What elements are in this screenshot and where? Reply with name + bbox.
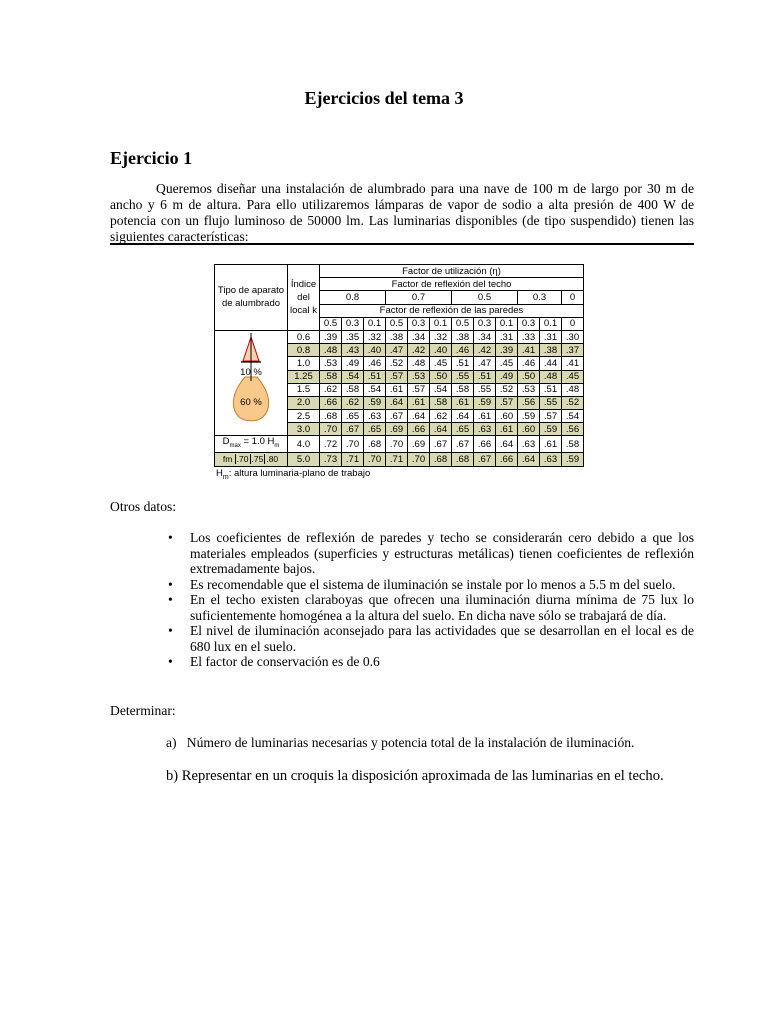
utilization-value-cell: .42 [474, 344, 496, 357]
utilization-value-cell: .45 [430, 357, 452, 370]
utilization-value-cell: .64 [518, 453, 540, 466]
paredes-value: 0.1 [364, 317, 386, 330]
utilization-value-cell: .46 [518, 357, 540, 370]
techo-value: 0.7 [386, 291, 452, 304]
utilization-value-cell: .30 [562, 330, 584, 343]
utilization-value-cell: .38 [386, 330, 408, 343]
list-item: • El nivel de iluminación aconsejado para las actividades que se desarrollan en el local es de 680 lux en el suelo. [168, 623, 694, 654]
utilization-value-cell: .57 [496, 396, 518, 409]
table-caption: $H_m$: altura luminaria-plano de trabajo [216, 468, 371, 481]
index-k-cell: 1.0 [288, 357, 320, 370]
utilization-value-cell: .47 [386, 344, 408, 357]
utilization-value-cell: .72 [320, 436, 342, 453]
utilization-value-cell: .39 [320, 330, 342, 343]
utilization-value-cell: .52 [562, 396, 584, 409]
utilization-value-cell: .70 [342, 436, 364, 453]
paredes-value: 0.3 [342, 317, 364, 330]
utilization-value-cell: .58 [452, 383, 474, 396]
table-row [215, 436, 584, 453]
header-factor-paredes: Factor de reflexión de las paredes [320, 304, 584, 317]
utilization-value-cell: .38 [452, 330, 474, 343]
utilization-value-cell: .70 [364, 453, 386, 466]
utilization-value-cell: .69 [386, 423, 408, 436]
utilization-value-cell: .50 [518, 370, 540, 383]
utilization-value-cell: .54 [430, 383, 452, 396]
utilization-value-cell: .61 [408, 396, 430, 409]
utilization-value-cell: .58 [562, 436, 584, 453]
utilization-value-cell: .51 [474, 370, 496, 383]
utilization-value-cell: .65 [452, 423, 474, 436]
techo-value: 0 [562, 291, 584, 304]
bullet-mark: • [168, 654, 173, 669]
utilization-value-cell: .59 [540, 423, 562, 436]
utilization-value-cell: .48 [320, 344, 342, 357]
utilization-value-cell: .69 [408, 436, 430, 453]
paredes-value: 0.1 [430, 317, 452, 330]
utilization-value-cell: .60 [496, 410, 518, 423]
utilization-value-cell: .68 [320, 410, 342, 423]
index-k-cell: 2.0 [288, 396, 320, 409]
index-k-cell: 0.8 [288, 344, 320, 357]
index-k-cell: 4.0 [288, 436, 320, 453]
utilization-value-cell: .51 [540, 383, 562, 396]
utilization-value-cell: .58 [430, 396, 452, 409]
utilization-value-cell: .63 [540, 453, 562, 466]
utilization-value-cell: .52 [496, 383, 518, 396]
utilization-value-cell: .32 [364, 330, 386, 343]
utilization-value-cell: .57 [408, 383, 430, 396]
utilization-value-cell: .35 [342, 330, 364, 343]
utilization-value-cell: .70 [408, 453, 430, 466]
utilization-value-cell: .66 [496, 453, 518, 466]
utilization-value-cell: .61 [452, 396, 474, 409]
exercise-title: Ejercicio 1 [110, 148, 193, 168]
utilization-value-cell: .48 [540, 370, 562, 383]
utilization-value-cell: .53 [518, 383, 540, 396]
paredes-value: 0.5 [452, 317, 474, 330]
utilization-value-cell: .67 [474, 453, 496, 466]
utilization-value-cell: .61 [386, 383, 408, 396]
utilization-value-cell: .41 [518, 344, 540, 357]
header-tipo: Tipo de aparato de alumbrado [215, 265, 288, 331]
index-k-cell: 1.5 [288, 383, 320, 396]
bullet-mark: • [168, 530, 173, 545]
techo-value: 0.8 [320, 291, 386, 304]
utilization-value-cell: .61 [540, 436, 562, 453]
utilization-value-cell: .43 [342, 344, 364, 357]
dmax-cell: $D_{max} = 1.0$ $H_m$ [215, 436, 288, 453]
utilization-value-cell: .64 [496, 436, 518, 453]
utilization-value-cell: .55 [474, 383, 496, 396]
utilization-value-cell: .55 [452, 370, 474, 383]
utilization-value-cell: .58 [342, 383, 364, 396]
utilization-value-cell: .49 [342, 357, 364, 370]
data-bullet-list [168, 530, 694, 670]
utilization-table [214, 264, 584, 467]
utilization-value-cell: .39 [496, 344, 518, 357]
utilization-value-cell: .48 [408, 357, 430, 370]
paredes-value: 0.5 [320, 317, 342, 330]
paredes-value: 0.3 [474, 317, 496, 330]
utilization-value-cell: .45 [496, 357, 518, 370]
intro-paragraph: Queremos diseñar una instalación de alumbrado para una nave de 100 m de largo por 30 m de ancho y 6 m de altura. Para ello utilizaremos lámparas de vapor de sodio a alta presión de 400 W de potencia con un flujo luminoso de 50000 lm. Las luminarias disponibles (de tipo suspendido) tienen las siguientes características: [110, 181, 694, 244]
index-k-cell: 3.0 [288, 423, 320, 436]
utilization-value-cell: .55 [540, 396, 562, 409]
utilization-value-cell: .47 [474, 357, 496, 370]
utilization-value-cell: .63 [474, 423, 496, 436]
utilization-value-cell: .68 [364, 436, 386, 453]
utilization-value-cell: .52 [386, 357, 408, 370]
utilization-value-cell: .31 [496, 330, 518, 343]
utilization-value-cell: .51 [452, 357, 474, 370]
paredes-value: 0 [562, 317, 584, 330]
utilization-value-cell: .62 [342, 396, 364, 409]
utilization-value-cell: .64 [408, 410, 430, 423]
utilization-value-cell: .59 [562, 453, 584, 466]
utilization-value-cell: .66 [474, 436, 496, 453]
utilization-value-cell: .54 [562, 410, 584, 423]
list-item: • Es recomendable que el sistema de iluminación se instale por lo menos a 5.5 m del suelo. [168, 576, 676, 592]
utilization-value-cell: .65 [342, 410, 364, 423]
utilization-value-cell: .44 [540, 357, 562, 370]
list-item: • El factor de conservación es de 0.6 [168, 654, 380, 669]
utilization-value-cell: .67 [342, 423, 364, 436]
utilization-value-cell: .70 [386, 436, 408, 453]
utilization-value-cell: .45 [562, 370, 584, 383]
lamp-up-percent: 10 % [240, 366, 262, 378]
utilization-value-cell: .56 [562, 423, 584, 436]
utilization-value-cell: .40 [364, 344, 386, 357]
luminaire-diagram [215, 330, 288, 436]
utilization-value-cell: .64 [386, 396, 408, 409]
utilization-value-cell: .53 [320, 357, 342, 370]
utilization-value-cell: .67 [452, 436, 474, 453]
lamp-down-percent: 60 % [240, 396, 262, 408]
fm-cell: fm .70 .75 .80 [215, 453, 288, 466]
bullet-mark: • [168, 576, 173, 592]
utilization-value-cell: .49 [496, 370, 518, 383]
utilization-value-cell: .34 [474, 330, 496, 343]
utilization-value-cell: .57 [540, 410, 562, 423]
utilization-value-cell: .31 [540, 330, 562, 343]
divider-line [110, 243, 694, 245]
utilization-value-cell: .66 [320, 396, 342, 409]
list-item: • Los coeficientes de reflexión de paredes y techo se considerarán cero debido a que los materiales empleados (superficies y estructuras metálicas) tienen coeficientes de reflexión extremadamente bajos. [168, 530, 694, 576]
utilization-value-cell: .54 [342, 370, 364, 383]
paredes-value: 0.5 [386, 317, 408, 330]
paredes-value: 0.1 [496, 317, 518, 330]
utilization-value-cell: .60 [518, 423, 540, 436]
utilization-value-cell: .38 [540, 344, 562, 357]
table-row [215, 330, 584, 343]
utilization-value-cell: .48 [562, 383, 584, 396]
utilization-value-cell: .59 [518, 410, 540, 423]
table-row [215, 453, 584, 466]
utilization-value-cell: .37 [562, 344, 584, 357]
utilization-value-cell: .54 [364, 383, 386, 396]
utilization-value-cell: .46 [364, 357, 386, 370]
utilization-value-cell: .53 [408, 370, 430, 383]
utilization-value-cell: .41 [562, 357, 584, 370]
utilization-value-cell: .68 [430, 453, 452, 466]
otros-datos-label: Otros datos: [110, 499, 177, 514]
utilization-table-wrapper [214, 264, 584, 467]
index-k-cell: 5.0 [288, 453, 320, 466]
utilization-value-cell: .34 [408, 330, 430, 343]
header-factor-techo: Factor de reflexión del techo [320, 278, 584, 291]
bullet-mark: • [168, 592, 173, 607]
question-b: b) Representar en un croquis la disposición aproximada de las luminarias en el techo. [166, 768, 664, 784]
list-item: • En el techo existen claraboyas que ofrecen una iluminación diurna mínima de 75 lux lo suficientemente homogénea a la altura del suelo. En dicha nave sólo se trabajará de día. [168, 592, 694, 623]
index-k-cell: 1.25 [288, 370, 320, 383]
utilization-value-cell: .40 [430, 344, 452, 357]
utilization-value-cell: .73 [320, 453, 342, 466]
utilization-value-cell: .68 [452, 453, 474, 466]
question-a: a) Número de luminarias necesarias y potencia total de la instalación de iluminación. [166, 735, 635, 750]
header-indice: Índice del local k [288, 265, 320, 331]
paredes-value: 0.3 [518, 317, 540, 330]
techo-value: 0.5 [452, 291, 518, 304]
utilization-value-cell: .33 [518, 330, 540, 343]
paredes-value: 0.1 [540, 317, 562, 330]
index-k-cell: 2.5 [288, 410, 320, 423]
utilization-value-cell: .46 [452, 344, 474, 357]
utilization-value-cell: .42 [408, 344, 430, 357]
utilization-value-cell: .61 [474, 410, 496, 423]
utilization-value-cell: .62 [430, 410, 452, 423]
utilization-value-cell: .59 [364, 396, 386, 409]
utilization-value-cell: .61 [496, 423, 518, 436]
utilization-value-cell: .71 [342, 453, 364, 466]
header-factor-utilizacion: Factor de utilización (η) [320, 265, 584, 278]
bullet-mark: • [168, 623, 173, 638]
utilization-value-cell: .32 [430, 330, 452, 343]
techo-value: 0.3 [518, 291, 562, 304]
utilization-value-cell: .64 [430, 423, 452, 436]
page-title: Ejercicios del tema 3 [304, 88, 464, 108]
utilization-value-cell: .62 [320, 383, 342, 396]
utilization-value-cell: .63 [364, 410, 386, 423]
utilization-value-cell: .71 [386, 453, 408, 466]
utilization-value-cell: .65 [364, 423, 386, 436]
utilization-value-cell: .64 [452, 410, 474, 423]
utilization-value-cell: .63 [518, 436, 540, 453]
determinar-label: Determinar: [110, 703, 176, 718]
utilization-value-cell: .51 [364, 370, 386, 383]
utilization-value-cell: .67 [386, 410, 408, 423]
luminaire-icon [215, 331, 287, 428]
utilization-value-cell: .57 [386, 370, 408, 383]
utilization-value-cell: .66 [408, 423, 430, 436]
utilization-value-cell: .58 [320, 370, 342, 383]
utilization-value-cell: .50 [430, 370, 452, 383]
utilization-value-cell: .59 [474, 396, 496, 409]
index-k-cell: 0.6 [288, 330, 320, 343]
utilization-value-cell: .67 [430, 436, 452, 453]
utilization-value-cell: .56 [518, 396, 540, 409]
paredes-value: 0.3 [408, 317, 430, 330]
utilization-value-cell: .70 [320, 423, 342, 436]
